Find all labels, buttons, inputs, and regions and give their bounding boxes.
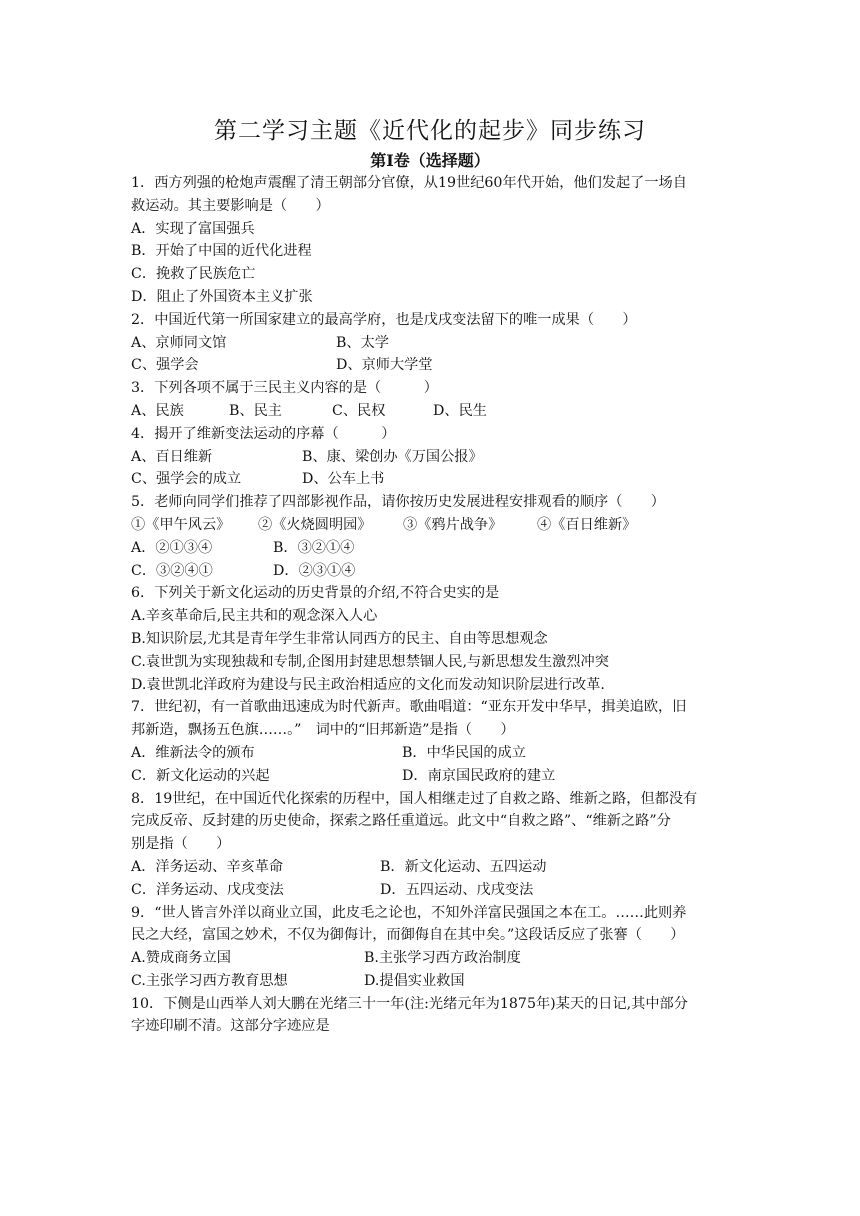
q4-options-row-2 bbox=[131, 468, 736, 491]
q7-stem-line-2: 邦新造，飘扬五色旗……。” 词中的“旧邦新造”是指（ ） bbox=[131, 722, 515, 739]
q2-option-d: D、京师大学堂 bbox=[336, 357, 433, 374]
q6-option-b: B.知识阶层,尤其是青年学生非常认同西方的民主、自由等思想观念 bbox=[131, 630, 548, 647]
q7-stem-line-1: 7．世纪初，有一首歌曲迅速成为时代新声。歌曲唱道：“亚东开发中华早，揖美追欧，旧 bbox=[131, 699, 687, 716]
q6-option-c: C.袁世凯为实现独裁和专制,企图用封建思想禁锢人民,与新思想发生激烈冲突 bbox=[131, 653, 609, 670]
q7-options-row-2 bbox=[131, 765, 736, 788]
q1-stem-line-1: 1．西方列强的枪炮声震醒了清王朝部分官僚，从19世纪60年代开始，他们发起了一场自 bbox=[131, 175, 687, 191]
q5-option-c: C．③②④① bbox=[131, 562, 213, 579]
q1-option-b: B．开始了中国的近代化进程 bbox=[131, 243, 312, 260]
q3-option-c: C、民权 bbox=[332, 402, 386, 419]
q5-work-3: ③《鸦片战争》 bbox=[403, 516, 503, 533]
q3-option-d: D、民生 bbox=[433, 402, 487, 419]
q8-option-a: A．洋务运动、辛亥革命 bbox=[131, 858, 284, 875]
q8-option-b: B．新文化运动、五四运动 bbox=[380, 858, 547, 875]
q6-option-a: A.辛亥革命后,民主共和的观念深入人心 bbox=[131, 608, 378, 625]
q1-option-a: A．实现了富国强兵 bbox=[131, 220, 255, 237]
q2-option-b: B、太学 bbox=[336, 334, 389, 351]
q2-option-c: C、强学会 bbox=[131, 357, 199, 374]
q8-option-c: C．洋务运动、戊戌变法 bbox=[131, 881, 284, 898]
q5-option-a: A．②①③④ bbox=[131, 539, 213, 556]
q5-work-2: ②《火烧圆明园》 bbox=[258, 516, 372, 533]
q4-option-a: A、百日维新 bbox=[131, 448, 213, 465]
q5-works-row bbox=[131, 514, 736, 537]
q9-stem-line-1: 9．“世人皆言外洋以商业立国，此皮毛之论也，不知外洋富民强国之本在工。……此则养 bbox=[131, 904, 687, 921]
q4-option-b: B、康、梁创办《万国公报》 bbox=[302, 448, 483, 465]
q5-work-1: ①《甲午风云》 bbox=[131, 516, 231, 533]
q9-option-d: D.提倡实业救国 bbox=[364, 972, 465, 989]
q8-stem-line-3: 别是指（ ） bbox=[131, 836, 231, 853]
q9-options-row-2 bbox=[131, 970, 736, 993]
q1-option-c: C．挽救了民族危亡 bbox=[131, 266, 256, 283]
q5-stem: 5．老师向同学们推荐了四部影视作品，请你按历史发展进程安排观看的顺序（ ） bbox=[131, 494, 665, 511]
q4-option-c: C、强学会的成立 bbox=[131, 471, 242, 488]
q8-option-d: D．五四运动、戊戌变法 bbox=[380, 881, 534, 898]
q2-stem: 2．中国近代第一所国家建立的最高学府，也是戊戌变法留下的唯一成果（ ） bbox=[131, 311, 637, 328]
q7-option-c: C．新文化运动的兴起 bbox=[131, 767, 270, 784]
q6-option-d: D.袁世凯北洋政府为建设与民主政治相适应的文化而发动知识阶层进行改革. bbox=[131, 676, 605, 693]
q7-options-row-1 bbox=[131, 742, 736, 765]
q9-options-row-1 bbox=[131, 947, 736, 970]
q5-option-d: D．②③①④ bbox=[273, 562, 356, 579]
q10-stem-line-2: 字迹印刷不清。这部分字迹应是 bbox=[131, 1018, 330, 1035]
q4-stem: 4．揭开了维新变法运动的序幕（ ） bbox=[131, 425, 396, 442]
q8-stem-line-2: 完成反帝、反封建的历史使命，探索之路任重道远。此文中“自救之路”、“维新之路”分 bbox=[131, 813, 671, 830]
q9-option-a: A.赞成商务立国 bbox=[131, 950, 231, 967]
q8-options-row-1 bbox=[131, 856, 736, 879]
q7-option-a: A．维新法令的颁布 bbox=[131, 744, 255, 761]
section-heading: 第Ⅰ卷（选择题） bbox=[370, 151, 490, 170]
q4-option-d: D、公车上书 bbox=[302, 471, 385, 488]
q2-option-a: A、京师同文馆 bbox=[131, 334, 227, 351]
q1-option-d: D．阻止了外国资本主义扩张 bbox=[131, 288, 313, 305]
q2-options-row-2 bbox=[131, 354, 736, 377]
q1-stem-line-2: 救运动。其主要影响是（ ） bbox=[131, 197, 330, 214]
q3-option-a: A、民族 bbox=[131, 402, 184, 419]
question-list bbox=[131, 172, 736, 1038]
q10-stem-line-1: 10．下侧是山西举人刘大鹏在光绪三十一年(注:光绪元年为1875年)某天的日记,其中部分 bbox=[131, 995, 688, 1012]
q4-options-row-1 bbox=[131, 446, 736, 469]
q3-stem: 3．下列各项不属于三民主义内容的是（ ） bbox=[131, 380, 438, 397]
q2-options-row-1 bbox=[131, 332, 736, 355]
q5-work-4: ④《百日维新》 bbox=[537, 516, 637, 533]
q5-options-row-2 bbox=[131, 560, 736, 583]
document-title: 第二学习主题《近代化的起步》同步练习 bbox=[214, 118, 646, 144]
q9-stem-line-2: 民之大经，富国之妙术，不仅为御侮计，而御侮自在其中矣。”这段话反应了张謇（ ） bbox=[131, 927, 685, 944]
q3-option-b: B、民主 bbox=[229, 402, 282, 419]
q9-option-c: C.主张学习西方教育思想 bbox=[131, 972, 288, 989]
q5-options-row-1 bbox=[131, 537, 736, 560]
q5-option-b: B．③②①④ bbox=[273, 539, 355, 556]
q8-options-row-2 bbox=[131, 879, 736, 902]
q7-option-d: D．南京国民政府的建立 bbox=[402, 767, 556, 784]
q6-stem: 6．下列关于新文化运动的历史背景的介绍,不符合史实的是 bbox=[131, 585, 500, 602]
q7-option-b: B．中华民国的成立 bbox=[402, 744, 526, 761]
q9-option-b: B.主张学习西方政治制度 bbox=[364, 950, 521, 967]
q8-stem-line-1: 8．19世纪，在中国近代化探索的历程中，国人相继走过了自救之路、维新之路，但都没有 bbox=[131, 790, 698, 807]
q3-options-row bbox=[131, 400, 736, 423]
